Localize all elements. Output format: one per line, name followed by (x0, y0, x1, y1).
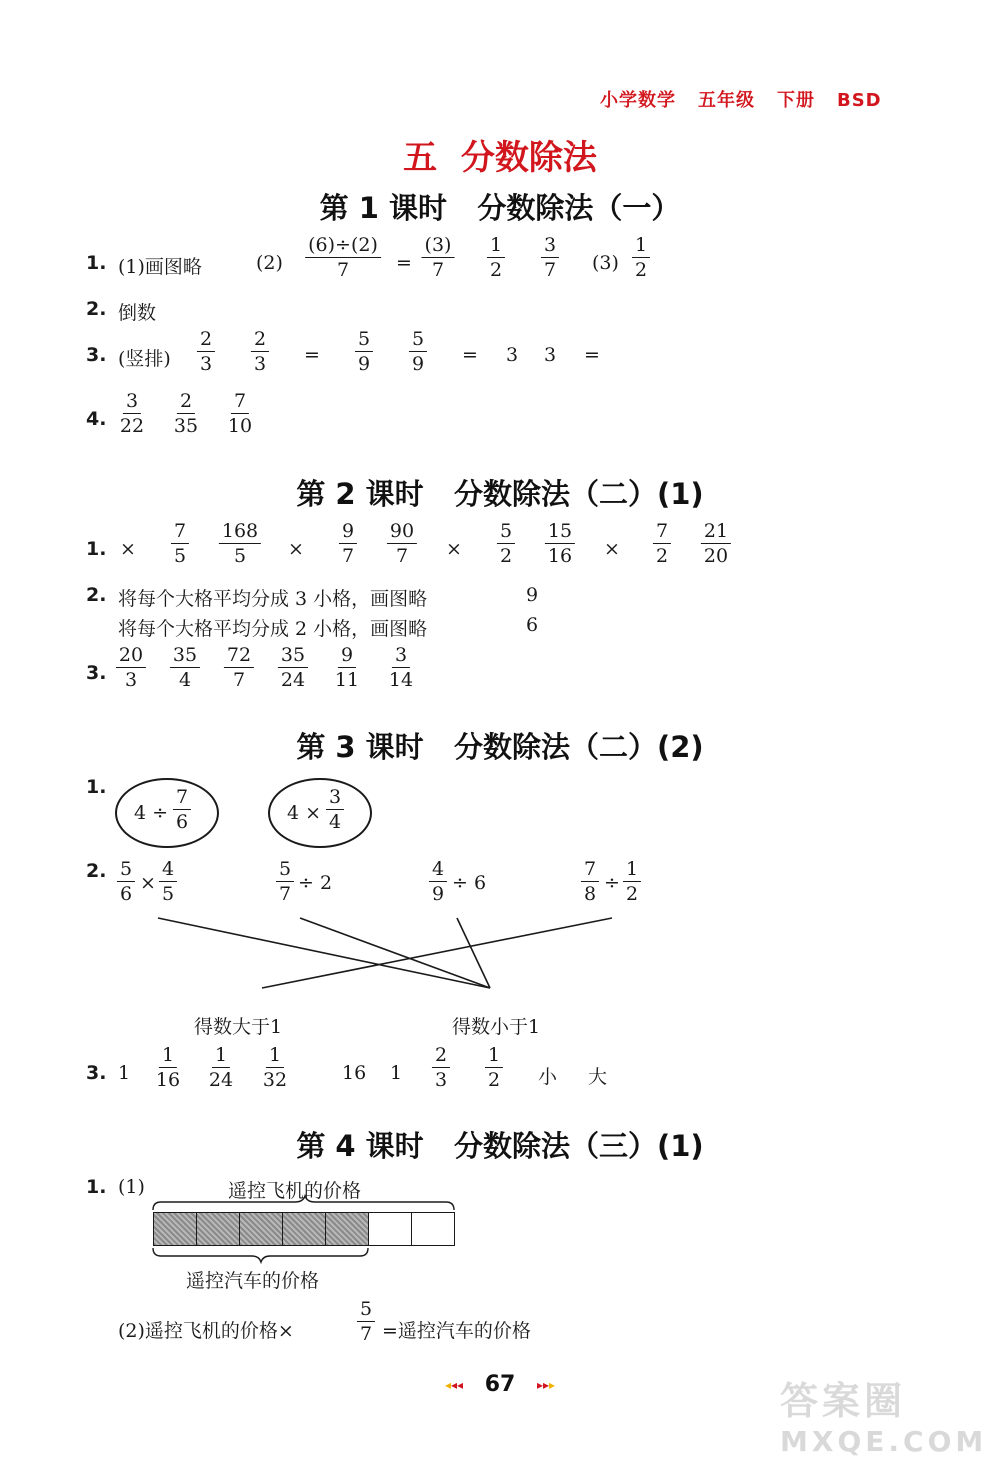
denominator: 10 (227, 415, 253, 437)
denominator: 6 (175, 811, 189, 833)
denominator: 7 (431, 259, 445, 281)
denominator: 7 (278, 883, 292, 905)
denominator: 5 (161, 883, 175, 905)
numerator: 5 (117, 860, 135, 882)
l3-q3-token: 1 (118, 1062, 131, 1084)
header-grade: 五年级 (698, 90, 755, 111)
watermark-domain: MXQE.COM (780, 1425, 988, 1458)
denominator: 5 (173, 545, 187, 567)
bar-cell-shaded (282, 1212, 326, 1246)
l3-q1-number: 1. (86, 776, 107, 798)
l1-q1-part3-label: (3) (592, 252, 619, 274)
l4-q1-part2-left: (2)遥控飞机的价格× (118, 1320, 294, 1342)
numerator: 3 (392, 646, 410, 668)
denominator: 32 (262, 1069, 288, 1091)
denominator: 2 (487, 1069, 501, 1091)
numerator: 2 (197, 330, 215, 352)
denominator: 9 (411, 353, 425, 375)
numerator: 21 (701, 522, 731, 544)
denominator: 2 (489, 259, 503, 281)
numerator: 9 (339, 522, 357, 544)
l4-q1-number: 1. (86, 1176, 107, 1198)
denominator: 5 (233, 545, 247, 567)
denominator: 7 (359, 1323, 373, 1345)
l2-q3-number: 3. (86, 662, 107, 684)
numerator: 1 (632, 236, 650, 258)
numerator: 2 (432, 1046, 450, 1068)
denominator: 2 (499, 545, 513, 567)
numerator: 5 (276, 860, 294, 882)
l1-q1-part1: (1)画图略 (118, 256, 202, 278)
lesson-1-title: 第 1 课时 分数除法（一） (319, 191, 681, 225)
l1-q1-equals: = (396, 252, 412, 274)
l1-q2-answer: 倒数 (118, 302, 157, 324)
denominator: 7 (395, 545, 409, 567)
denominator: 3 (253, 353, 267, 375)
bar-cell-shaded (153, 1212, 197, 1246)
l2-q2-answer1: 9 (526, 584, 539, 606)
numerator: 2 (177, 392, 195, 414)
numerator: 72 (224, 646, 254, 668)
denominator: 4 (178, 669, 192, 691)
denominator: 2 (634, 259, 648, 281)
numerator: 1 (266, 1046, 284, 1068)
bar-cell-empty (411, 1212, 455, 1246)
chapter-title: 五 分数除法 (403, 138, 597, 178)
denominator: 8 (583, 883, 597, 905)
denominator: 14 (388, 669, 414, 691)
l1-q1-number: 1. (86, 252, 107, 274)
denominator: 6 (119, 883, 133, 905)
watermark (780, 1370, 987, 1458)
l3-q3-token: 小 (538, 1066, 558, 1088)
numerator: 7 (653, 522, 671, 544)
header-edition: BSD (837, 90, 882, 111)
numerator: 5 (355, 330, 373, 352)
numerator: 168 (219, 522, 261, 544)
numerator: 35 (170, 646, 200, 668)
header-volume: 下册 (777, 90, 815, 111)
l3-q3-token: 大 (588, 1066, 608, 1088)
denominator: 7 (543, 259, 557, 281)
l4-q1-part1-label: (1) (118, 1176, 145, 1198)
numerator: 3 (123, 392, 141, 414)
denominator: 16 (155, 1069, 181, 1091)
numerator: 5 (409, 330, 427, 352)
lesson-3-title: 第 3 课时 分数除法（二）(2) (296, 730, 704, 764)
denominator: 3 (199, 353, 213, 375)
l4-q1-top-label: 遥控飞机的价格 (228, 1180, 362, 1202)
l1-q1-part2-label: (2) (256, 252, 283, 274)
denominator: 11 (334, 669, 360, 691)
numerator: 1 (623, 860, 641, 882)
l1-q3-token: 3 (506, 344, 519, 366)
numerator: 2 (251, 330, 269, 352)
l3-q2-number: 2. (86, 860, 107, 882)
watermark-logo: 答案圈 (780, 1379, 907, 1423)
l1-q1-eq-denominator: 7 (336, 259, 350, 281)
denominator: 7 (232, 669, 246, 691)
denominator: 16 (547, 545, 573, 567)
numerator: 15 (545, 522, 575, 544)
l3-q1-oval2-op: 4 × (287, 802, 322, 824)
numerator: 1 (212, 1046, 230, 1068)
prev-arrows-icon: ◂◂◂ (444, 1378, 464, 1392)
l2-q1-cross: × (446, 538, 462, 560)
l3-q2-expr2-op: ÷ 2 (298, 872, 333, 894)
denominator: 35 (173, 415, 199, 437)
denominator: 3 (434, 1069, 448, 1091)
lesson-2-title: 第 2 课时 分数除法（二）(1) (296, 477, 704, 511)
denominator: 3 (124, 669, 138, 691)
l3-q1-oval1-op: 4 ÷ (134, 802, 169, 824)
l1-q3-token: = (584, 344, 600, 366)
bar-cell-empty (368, 1212, 412, 1246)
numerator: 3 (541, 236, 559, 258)
denominator: 9 (357, 353, 371, 375)
numerator: (3) (422, 236, 455, 258)
header-subject: 小学数学 (600, 90, 676, 111)
l2-q2-number: 2. (86, 584, 107, 606)
denominator: 24 (208, 1069, 234, 1091)
l3-q2-expr3-op: ÷ 6 (452, 872, 487, 894)
l1-q1-eq-numerator: (6)÷(2) (305, 236, 381, 258)
l1-q3-label: (竖排) (118, 348, 171, 370)
l4-q1-part2-right: =遥控汽车的价格 (382, 1320, 531, 1342)
l3-q3-number: 3. (86, 1062, 107, 1084)
numerator: 7 (171, 522, 189, 544)
numerator: 90 (387, 522, 417, 544)
next-arrows-icon: ▸▸▸ (536, 1378, 556, 1392)
denominator: 7 (341, 545, 355, 567)
numerator: 4 (429, 860, 447, 882)
numerator: 7 (173, 788, 191, 810)
page-number: 67 (484, 1372, 516, 1397)
l1-q3-number: 3. (86, 344, 107, 366)
l2-q1-cross: × (120, 538, 136, 560)
numerator: 20 (116, 646, 146, 668)
l3-q2-label-less: 得数小于1 (452, 1016, 541, 1038)
l2-q1-cross: × (604, 538, 620, 560)
numerator: 5 (497, 522, 515, 544)
l4-q1-bottom-label: 遥控汽车的价格 (186, 1270, 320, 1292)
l2-q1-number: 1. (86, 538, 107, 560)
numerator: 35 (278, 646, 308, 668)
numerator: 4 (159, 860, 177, 882)
l2-q2-line1: 将每个大格平均分成 3 小格，画图略 (118, 588, 428, 610)
bar-cell-shaded (325, 1212, 369, 1246)
l1-q2-number: 2. (86, 298, 107, 320)
l3-q2-expr4-op: ÷ (604, 872, 620, 894)
denominator: 2 (655, 545, 669, 567)
l3-q3-token: 1 (390, 1062, 403, 1084)
l3-q3-token: 16 (342, 1062, 367, 1084)
l2-q2-answer2: 6 (526, 614, 539, 636)
l1-q3-token: = (462, 344, 478, 366)
denominator: 4 (328, 811, 342, 833)
l1-q4-number: 4. (86, 408, 107, 430)
l2-q1-cross: × (288, 538, 304, 560)
numerator: 3 (326, 788, 344, 810)
lesson-4-title: 第 4 课时 分数除法（三）(1) (296, 1129, 704, 1163)
bar-cell-shaded (239, 1212, 283, 1246)
l1-q3-token: 3 (544, 344, 557, 366)
numerator: 9 (338, 646, 356, 668)
numerator: 1 (485, 1046, 503, 1068)
denominator: 24 (280, 669, 306, 691)
denominator: 22 (119, 415, 145, 437)
numerator: 1 (487, 236, 505, 258)
bar-cell-shaded (196, 1212, 240, 1246)
l2-q2-line2: 将每个大格平均分成 2 小格，画图略 (118, 618, 428, 640)
numerator: 1 (159, 1046, 177, 1068)
denominator: 2 (625, 883, 639, 905)
denominator: 20 (703, 545, 729, 567)
denominator: 9 (431, 883, 445, 905)
l3-q2-label-greater: 得数大于1 (194, 1016, 283, 1038)
watermark-text (780, 1370, 987, 1458)
numerator: 7 (231, 392, 249, 414)
l4-q1-part2-frac (357, 1300, 375, 1344)
l1-q3-token: = (304, 344, 320, 366)
l3-q2-expr1-op: × (140, 872, 156, 894)
numerator: 5 (357, 1300, 375, 1322)
numerator: 7 (581, 860, 599, 882)
